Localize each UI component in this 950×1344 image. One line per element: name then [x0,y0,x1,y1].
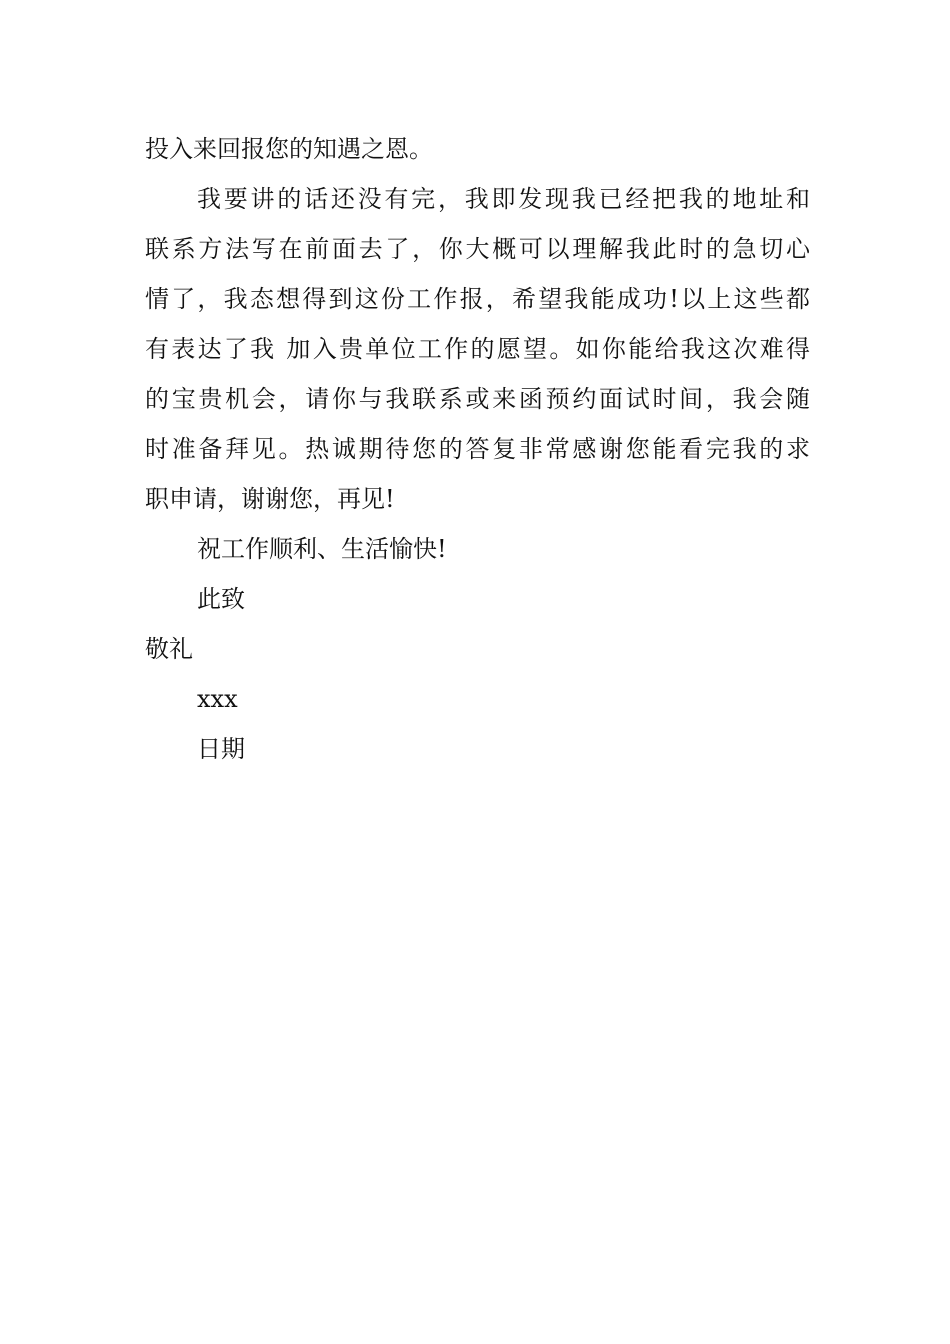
paragraph-2-line-2: 联系方法写在前面去了，你大概可以理解我此时的急切心 [145,235,810,263]
paragraph-2-line-4: 有表达了我 加入贵单位工作的愿望。如你能给我这次难得 [145,335,810,363]
paragraph-2-line-7: 职申请，谢谢您，再见! [145,485,395,513]
date-line: 日期 [197,735,245,763]
wish-line: 祝工作顺利、生活愉快! [197,535,447,563]
paragraph-2-line-3: 情了，我态想得到这份工作报，希望我能成功!以上这些都 [145,285,810,313]
paragraph-2-line-5: 的宝贵机会，请你与我联系或来函预约面试时间，我会随 [145,385,810,413]
closing-cizhi: 此致 [197,585,245,613]
closing-jingli: 敬礼 [145,635,193,663]
paragraph-1-line-1: 投入来回报您的知遇之恩。 [145,135,433,163]
paragraph-2-line-6: 时准备拜见。热诚期待您的答复非常感谢您能看完我的求 [145,435,810,463]
paragraph-2-line-1: 我要讲的话还没有完，我即发现我已经把我的地址和 [197,185,810,213]
signature: xxx [197,685,238,713]
